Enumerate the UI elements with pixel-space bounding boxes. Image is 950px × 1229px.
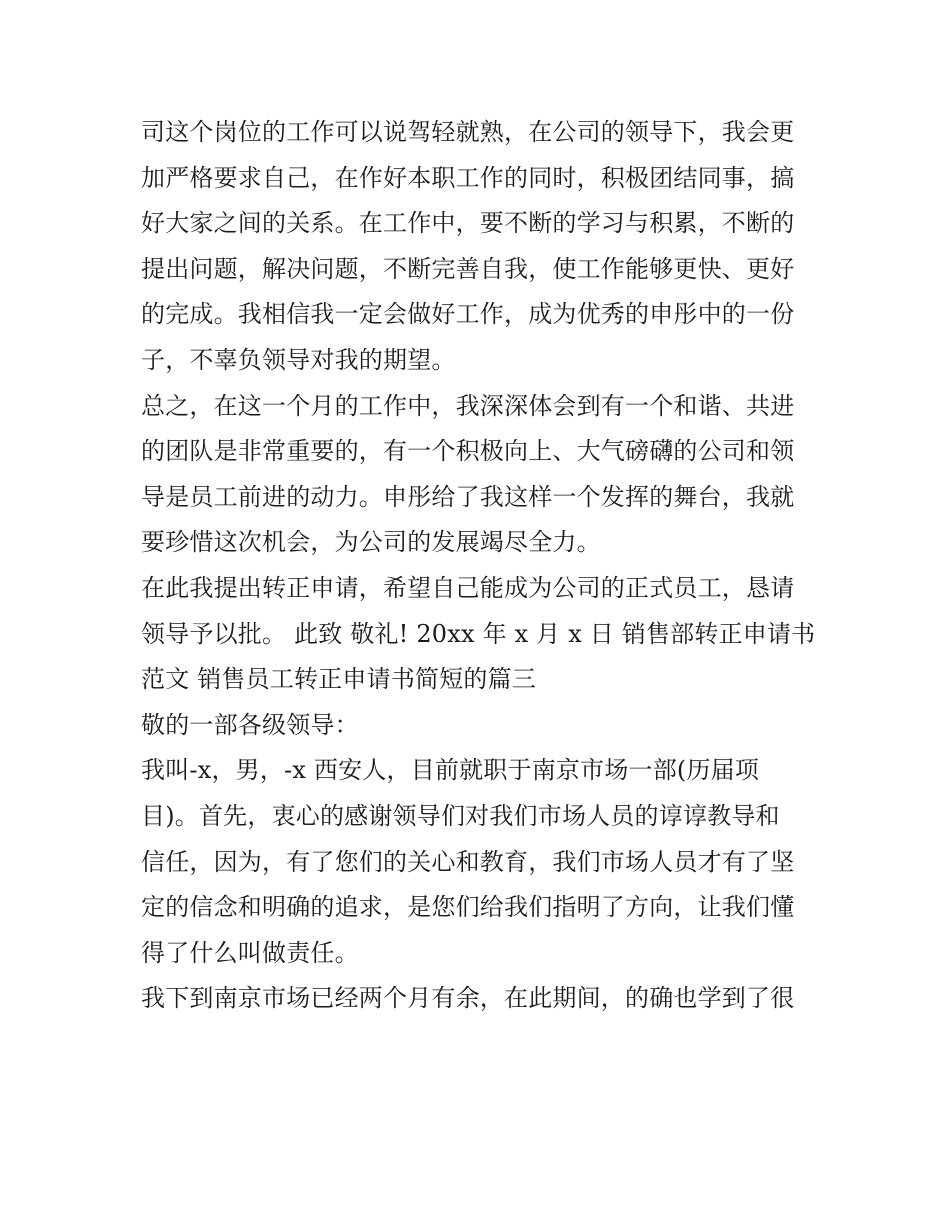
document-body bbox=[141, 110, 821, 1022]
text-line: 领导予以批。 此致 敬礼! 20xx 年 x 月 x 日 销售部转正申请书 bbox=[141, 619, 816, 648]
text-line: 好大家之间的关系。在工作中，要不断的学习与积累，不断的 bbox=[141, 209, 795, 238]
text-line: 得了什么叫做责任。 bbox=[141, 938, 359, 967]
text-line: 加严格要求自己，在作好本职工作的同时，积极团结同事，搞 bbox=[141, 163, 795, 192]
text-line: 导是员工前进的动力。申彤给了我这样一个发挥的舞台，我就 bbox=[141, 482, 795, 511]
text-line: 我叫-x，男，-x 西安人，目前就职于南京市场一部(历届项 bbox=[141, 756, 760, 785]
text-line: 司这个岗位的工作可以说驾轻就熟，在公司的领导下，我会更 bbox=[141, 118, 795, 146]
text-line: 范文 销售员工转正申请书简短的篇三 bbox=[141, 665, 537, 694]
text-line: 总之，在这一个月的工作中，我深深体会到有一个和谐、共进 bbox=[141, 391, 795, 420]
text-line: 我下到南京市场已经两个月有余，在此期间，的确也学到了很 bbox=[141, 984, 795, 1013]
text-line: 的完成。我相信我一定会做好工作，成为优秀的申彤中的一份 bbox=[141, 300, 795, 329]
text-line: 在此我提出转正申请，希望自己能成为公司的正式员工，恳请 bbox=[141, 573, 795, 602]
text-line: 信任，因为，有了您们的关心和教育，我们市场人员才有了坚 bbox=[141, 847, 795, 876]
text-line: 敬的一部各级领导： bbox=[141, 710, 359, 739]
text-line: 定的信念和明确的追求，是您们给我们指明了方向，让我们懂 bbox=[141, 893, 795, 922]
text-line: 目)。首先，衷心的感谢领导们对我们市场人员的谆谆教导和 bbox=[141, 801, 780, 830]
text-line: 的团队是非常重要的，有一个积极向上、大气磅礴的公司和领 bbox=[141, 437, 795, 466]
text-line: 提出问题，解决问题，不断完善自我，使工作能够更快、更好 bbox=[141, 254, 795, 283]
text-line: 子，不辜负领导对我的期望。 bbox=[141, 345, 456, 374]
text-line: 要珍惜这次机会，为公司的发展竭尽全力。 bbox=[141, 528, 601, 557]
